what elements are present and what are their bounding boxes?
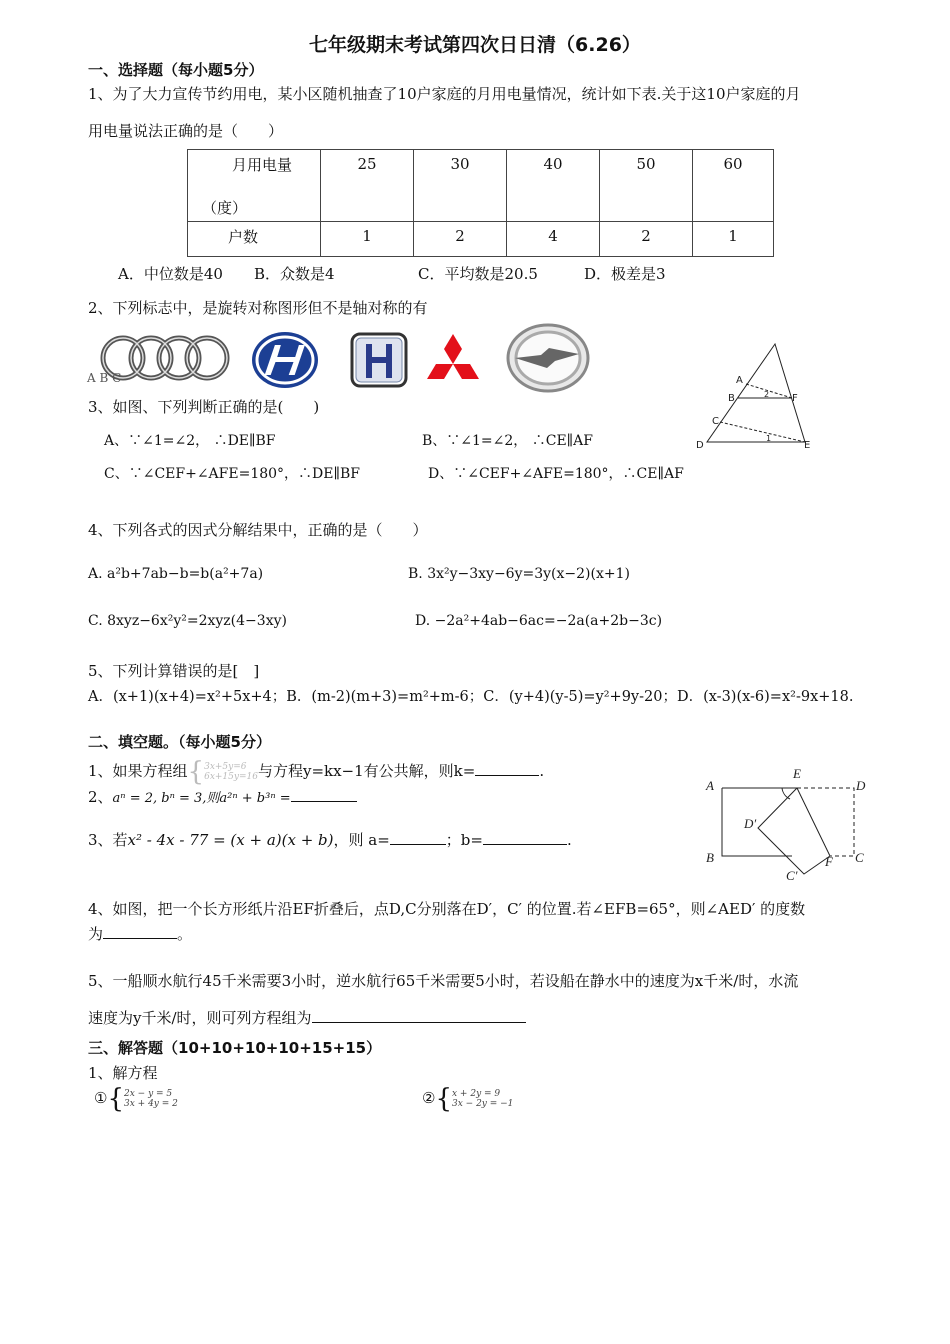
label-A: A: [736, 375, 743, 386]
q4-option-b: B. 3x²y−3xy−6y=3y(x−2)(x+1): [408, 566, 630, 582]
q3-text: 3、如图、下列判断正确的是( ): [88, 398, 320, 416]
label-C: C: [712, 416, 719, 427]
table-cell-count: 1: [693, 222, 774, 257]
label-D: D: [856, 778, 866, 793]
q3-option-d: D、∵∠CEF+∠AFE=180°，∴CE∥AF: [428, 466, 684, 482]
table-cell-value: 40: [507, 150, 600, 222]
mitsubishi-logo: [420, 332, 486, 390]
table-cell-count: 4: [507, 222, 600, 257]
table-cell-value: 25: [321, 150, 414, 222]
label-B: B: [706, 850, 714, 865]
fill-q3: 3、若x² - 4x - 77 = (x + a)(x + b)，则 a= ；b= .: [88, 831, 572, 849]
fill-q2: 2、aⁿ = 2, bⁿ = 3,则a²ⁿ + b³ⁿ =: [88, 786, 357, 807]
q1-option-a: A．中位数是40: [118, 265, 223, 283]
q3-option-a: A、∵∠1=∠2， ∴DE∥BF: [104, 433, 276, 449]
q1-text-line2: 用电量说法正确的是（ ）: [88, 122, 284, 140]
q1-option-c: C．平均数是20.5: [418, 265, 538, 283]
q4-text: 4、下列各式的因式分解结果中，正确的是（ ）: [88, 521, 428, 539]
table-header-usage: 月用电量 （度）: [188, 150, 321, 222]
label-A: A: [706, 778, 714, 793]
section-fill-heading: 二、填空题。（每小题5分）: [88, 733, 271, 751]
table-cell-value: 30: [414, 150, 507, 222]
honda-logo: [350, 332, 408, 388]
label-B: B: [728, 393, 735, 404]
q5-text: 5、下列计算错误的是[ ]: [88, 662, 260, 680]
section-choice-heading: 一、选择题（每小题5分）: [88, 61, 264, 79]
table-cell-count: 1: [321, 222, 414, 257]
q4-option-c: C. 8xyz−6x²y²=2xyz(4−3xy): [88, 613, 287, 629]
usage-table: [187, 149, 774, 257]
q2-partial-labels: A B C: [87, 371, 122, 385]
label-F: F: [792, 393, 798, 404]
solve-problem-1: ①{2x − y = 5 3x + 4y = 2: [94, 1084, 178, 1114]
fill-q4-line1: 4、如图，把一个长方形纸片沿EF折叠后，点D,C分别落在D′，C′ 的位置.若∠EFB=65°，则∠AED′ 的度数: [88, 900, 806, 918]
q4-option-d: D. −2a²+4ab−6ac=−2a(a+2b−3c): [415, 613, 663, 629]
label-2: 2: [764, 390, 770, 399]
page-title: 七年级期末考试第四次日日清（6.26）: [309, 34, 641, 56]
table-cell-value: 60: [693, 150, 774, 222]
table-cell-count: 2: [414, 222, 507, 257]
label-F: F: [825, 854, 833, 869]
fill-q1: 1、如果方程组{3x+5y=6 6x+15y=16与方程y=kx−1有公共解，则k= .: [88, 757, 545, 787]
table-cell-count: 2: [600, 222, 693, 257]
solve-q1-title: 1、解方程: [88, 1064, 158, 1082]
label-C: C: [855, 850, 864, 865]
table-cell-value: 50: [600, 150, 693, 222]
triangle-figure: [690, 340, 820, 455]
q5-options: A．(x+1)(x+4)=x²+5x+4；B．(m-2)(m+3)=m²+m-6；C．(y+4)(y-5)=y²+9y-20；D．(x-3)(x-6)=x²-9x+18.: [88, 689, 854, 705]
q3-option-b: B、∵∠1=∠2， ∴CE∥AF: [422, 433, 593, 449]
fill-q5-line2: 速度为y千米/时，则可列方程组为: [88, 1007, 526, 1028]
label-D-prime: D′: [744, 816, 757, 831]
solve-problem-2: ②{x + 2y = 9 3x − 2y = −1: [422, 1084, 514, 1114]
hyundai-logo: [250, 330, 320, 390]
label-1: 1: [766, 434, 772, 443]
label-E: E: [793, 766, 801, 781]
q1-option-d: D．极差是3: [584, 265, 666, 283]
label-E: E: [804, 440, 811, 451]
q3-option-c: C、∵∠CEF+∠AFE=180°，∴DE∥BF: [104, 466, 360, 482]
q1-text-line1: 1、为了大力宣传节约用电，某小区随机抽查了10户家庭的月用电量情况，统计如下表.关于这10户家庭的月: [88, 85, 801, 103]
table-header-households: 户数: [188, 222, 321, 257]
q1-option-b: B．众数是4: [254, 265, 335, 283]
fill-q4-line2: 为 。: [88, 925, 193, 943]
q2-text: 2、下列标志中，是旋转对称图形但不是轴对称的有: [88, 299, 428, 317]
section-solve-heading: 三、解答题（10+10+10+10+15+15）: [88, 1039, 382, 1057]
label-D: D: [696, 440, 704, 451]
fill-q5-line1: 5、一船顺水航行45千米需要3小时，逆水航行65千米需要5小时，若设船在静水中的速度为x千米/时，水流: [88, 972, 799, 990]
fold-figure: [700, 762, 875, 887]
q4-option-a: A. a²b+7ab−b=b(a²+7a): [88, 566, 264, 582]
opel-logo: [505, 322, 591, 394]
label-C-prime: C′: [786, 868, 798, 883]
